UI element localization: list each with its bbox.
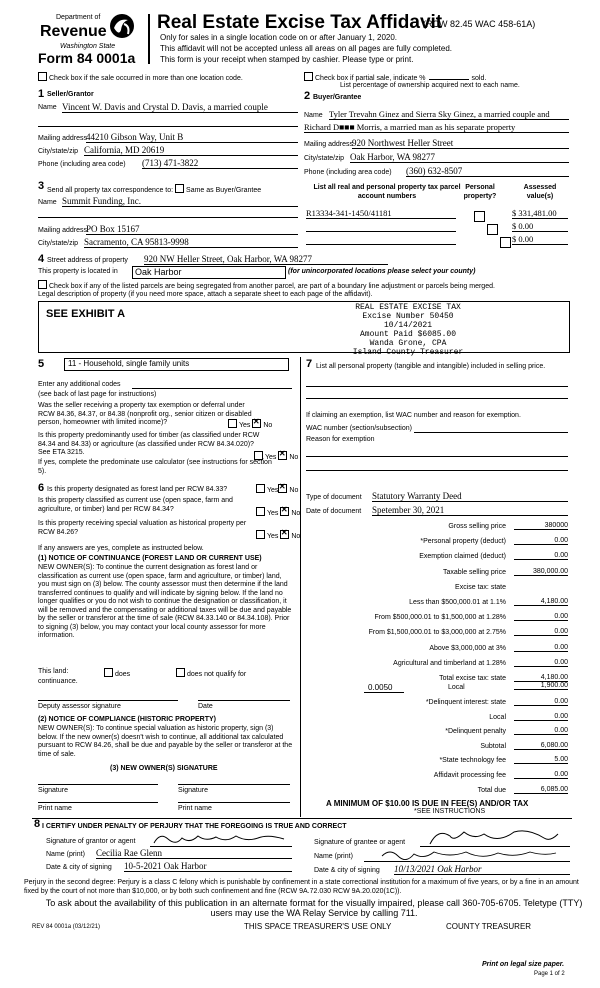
segregated-label: Check box if any of the listed parcels are being segregated from another parcel, are part of a boundary line adjustment or parcels being merged. [49, 283, 495, 290]
legal-description: SEE EXHIBIT A [46, 308, 126, 320]
this-land-label: This land: [38, 668, 69, 675]
no-checkbox[interactable] [278, 451, 287, 460]
tax-row-label: Subtotal [480, 742, 506, 750]
does-not-check[interactable] [176, 668, 246, 678]
timber-note: If yes, complete the predominate use calculator (see instructions for section 5). [38, 459, 272, 475]
partial-sale-check[interactable] [304, 72, 486, 82]
dept-line1: Department of [56, 14, 101, 21]
stamp-line2: Excise Number 50450 [362, 312, 454, 321]
wac-label: WAC number (section/subsection) [306, 425, 412, 432]
grantee-signature [424, 826, 564, 848]
tax-row-label: *State technology fee [439, 757, 506, 765]
deputy-sig-label: Deputy assessor signature [38, 703, 121, 710]
assessed-value-field[interactable]: $ 331,481.00 [512, 208, 568, 219]
grantor-signature [150, 830, 290, 848]
see-instructions: *SEE INSTRUCTIONS [414, 808, 486, 815]
seller-city-label: City/state/zip [38, 148, 79, 155]
multi-location-check[interactable] [38, 72, 243, 82]
treasurer-stamp [328, 303, 488, 357]
personal-property-header: Personal property? [463, 184, 497, 200]
personal-property-checkbox[interactable] [500, 237, 511, 248]
checkbox-icon[interactable] [38, 280, 47, 289]
corr-mail-label: Mailing address [38, 227, 88, 234]
located-note: (for unincorporated locations please select your county) [288, 268, 476, 275]
perjury-note: Perjury in the second degree: Perjury is a class C felony which is punishable by confinement in a state correctional institution for a maximum of five years, or by a fine in an amount fixed by the court of not more than $10,000, or by both such confinement and fine (RCW 9A.72.030 RCW 9A.20.020(1C)). [24, 879, 579, 895]
seller-city-field[interactable]: California, MD 20619 [84, 145, 298, 156]
section6-number: 6 [38, 482, 45, 494]
does-label: does [115, 671, 131, 678]
partial-list-note: List percentage of ownership acquired next to each name. [340, 82, 520, 89]
continuance-label: continuance. [38, 678, 78, 685]
no-label: No [289, 487, 299, 494]
use-code-select[interactable]: 11 - Household, single family units [64, 358, 289, 371]
corr-city-field[interactable]: Sacramento, CA 95813-9998 [84, 237, 298, 248]
new-owner-sig-label-1: Signature [38, 787, 68, 794]
legal-paper-note: Print on legal size paper. [482, 961, 565, 968]
tax-row-label: From $500,000.01 to $1,500,000 at 1.28% [374, 614, 506, 622]
alt-format-note: To ask about the availability of this publication in an alternate format for the visually impaired, please call 360-705-6705. Teletype (TTY) users may use the WA Relay Service by calling 711. [45, 898, 583, 918]
correspondence-heading-text: Send all property tax correspondence to: [47, 187, 174, 194]
no-label: No [263, 422, 273, 429]
tax-row-label: Total excise tax: state [439, 675, 506, 682]
current-use-yn [256, 507, 300, 517]
buyer-name-field-1[interactable]: Tyler Trevahn Ginez and Sierra Sky Ginez, a married couple and [329, 109, 569, 120]
reason-label: Reason for exemption [306, 436, 375, 443]
minimum-due-note: A MINIMUM OF $10.00 IS DUE IN FEE(S) AND/OR TAX [326, 799, 529, 808]
new-owner-sig-label-2: Signature [178, 787, 208, 794]
parcel-header: List all real and personal property tax parcel account numbers [313, 184, 461, 200]
tax-row-value[interactable]: 0.00 [514, 644, 568, 652]
parcel-account-field[interactable] [306, 234, 456, 245]
tax-row-value[interactable]: 0.00 [514, 771, 568, 779]
grantee-date-label: Date & city of signing [314, 867, 380, 874]
forest-question: Is this property designated as forest land per RCW 84.33? [47, 486, 228, 493]
tax-row-value[interactable]: 0.00 [514, 713, 568, 721]
no-checkbox[interactable] [280, 507, 289, 516]
grantor-sig-label: Signature of grantor or agent [46, 838, 136, 845]
parcel-account-field[interactable]: R13334-341-1450/41181 [306, 208, 456, 219]
notice3-title: (3) NEW OWNER(S) SIGNATURE [110, 765, 218, 772]
tax-row-value[interactable]: 4,180.00 [514, 598, 568, 606]
no-label: No [291, 533, 301, 540]
section1-number: 1 [38, 88, 45, 100]
current-use-question: Is this property classified as current use (open space, farm and agriculture, or timber) land per RCW 84.34? [38, 497, 233, 513]
local-label: Local [448, 684, 465, 691]
dept-line3: Washington State [60, 43, 116, 50]
section3-number: 3 [38, 180, 45, 192]
form-title: Real Estate Excise Tax Affidavit [157, 12, 443, 33]
notice2-title: (2) NOTICE OF COMPLIANCE (HISTORIC PROPERTY) [38, 716, 216, 723]
tax-row-label: Total due [477, 786, 506, 794]
doc-date-label: Date of document [306, 508, 362, 515]
exempt-yn [228, 419, 272, 429]
tax-row-value[interactable]: 0.00 [514, 727, 568, 735]
certify-heading: I CERTIFY UNDER PENALTY OF PERJURY THAT THE FOREGOING IS TRUE AND CORRECT [42, 823, 347, 830]
seller-phone-field[interactable]: (713) 471-3822 [142, 158, 298, 169]
yes-checkbox[interactable] [256, 507, 265, 516]
assessed-value-field[interactable]: $ 0.00 [512, 221, 568, 232]
assessed-value-header: Assessed value(s) [523, 184, 557, 200]
yes-label: Yes [239, 422, 251, 429]
grantee-name-label: Name (print) [314, 853, 353, 860]
timber-question: Is this property predominantly used for timber (as classified under RCW 84.34 and 84.33) or agriculture (as classified under RCW 84.34.020)? See ETA 3215. [38, 432, 260, 456]
grantor-date-label: Date & city of signing [46, 864, 112, 871]
grantee-printed-name-handwriting [380, 846, 560, 862]
located-label: This property is located in [38, 268, 118, 275]
yes-label: Yes [267, 510, 279, 517]
section2-number: 2 [304, 90, 311, 102]
stamp-line4: Amount Paid $6085.00 [359, 330, 456, 339]
yes-label: Yes [267, 533, 279, 540]
notice2-body: NEW OWNER(S): To continue special valuation as historic property, sign (3) below. If the new owner(s) doesn't wish to continue, all additional tax calculated pursuant to RCW 84.26, shall be due and payable by the seller or transferor at the time of sale. [38, 725, 293, 758]
historic-yn [256, 530, 300, 540]
treasurer-space-label: THIS SPACE TREASURER'S USE ONLY [244, 922, 392, 931]
partial-sold-label: sold. [471, 75, 487, 82]
dept-line2: Revenue [40, 23, 107, 40]
header-sub3: This form is your receipt when stamped by cashier. Please type or print. [160, 55, 414, 64]
if-yes-note: If any answers are yes, complete as instructed below. [38, 545, 204, 552]
stamp-line5: Wanda Grone, CPA [369, 339, 447, 348]
seller-heading: Seller/Grantor [47, 91, 94, 98]
tax-row-value[interactable]: 0.00 [514, 698, 568, 706]
stamp-line6: Island County Treasurer [352, 348, 464, 357]
tax-row-label: Taxable selling price [442, 568, 506, 576]
corr-mail-field[interactable]: PO Box 15167 [86, 224, 298, 235]
corr-city-label: City/state/zip [38, 240, 79, 247]
buyer-city-field[interactable]: Oak Harbor, WA 98277 [350, 152, 569, 163]
seller-phone-label: Phone (including area code) [38, 161, 126, 168]
checkbox-icon[interactable] [304, 72, 313, 81]
street-label: Street address of property [47, 257, 128, 264]
personal-property-heading: List all personal property (tangible and intangible) included in selling price. [316, 363, 546, 370]
segregated-check[interactable] [38, 280, 495, 290]
tax-row-value[interactable]: 0.00 [514, 628, 568, 636]
legal-label: Legal description of property (if you need more space, attach a separate sheet to each page of the affidavit). [38, 291, 373, 298]
tax-row-value[interactable]: 4,180.00 [514, 674, 568, 682]
rev-number: REV 84 0001a (03/12/21) [32, 924, 101, 930]
tax-row-label: *Delinquent interest: state [425, 699, 506, 706]
local-rate: 0.0050 [368, 683, 393, 692]
tax-row-label: Less than $500,000.01 at 1.1% [409, 599, 506, 606]
new-owner-print-label-2: Print name [178, 805, 212, 812]
tax-row-label: Excise tax: state [455, 583, 506, 591]
new-owner-print-label-1: Print name [38, 805, 72, 812]
corr-name-field[interactable]: Summit Funding, Inc. [62, 196, 298, 207]
checkbox-icon[interactable] [176, 668, 185, 677]
tax-row-label: Affidavit processing fee [433, 772, 506, 779]
local-value[interactable]: 1,900.00 [514, 682, 568, 690]
stamp-line1: REAL ESTATE EXCISE TAX [355, 303, 461, 312]
no-label: No [291, 510, 301, 517]
forest-yn [256, 484, 298, 494]
section7-number: 7 [306, 358, 313, 370]
grantee-date-field[interactable]: 10/13/2021 Oak Harbor [394, 864, 570, 875]
parcel-account-field[interactable] [306, 221, 456, 232]
personal-property-checkbox[interactable] [474, 211, 485, 222]
buyer-phone-field[interactable]: (360) 632-8507 [406, 166, 569, 177]
grantor-date-field[interactable]: 10-5-2021 Oak Harbor [124, 861, 292, 872]
checkbox-icon[interactable] [104, 668, 113, 677]
section4-number: 4 [38, 253, 45, 265]
section5-number: 5 [38, 358, 45, 370]
county-treasurer-label: COUNTY TREASURER [446, 922, 532, 931]
doc-type-label: Type of document [306, 494, 362, 501]
corr-name-label: Name [38, 199, 57, 206]
deputy-date-label: Date [198, 703, 213, 710]
checkbox-icon[interactable] [175, 184, 184, 193]
exempt-question: Was the seller receiving a property tax exemption or deferral under RCW 84.36, 84.37, or 84.38 (nonprofit org., senior citizen or disabled person, homeowner with limited income)? [38, 402, 252, 426]
tax-row-label: From $1,500,000.01 to $3,000,000 at 2.75% [368, 629, 506, 637]
location-select[interactable]: Oak Harbor [132, 266, 286, 279]
no-checkbox[interactable] [278, 484, 287, 493]
yes-checkbox[interactable] [228, 419, 237, 428]
yes-label: Yes [265, 454, 277, 461]
tax-row-value[interactable]: 0.00 [514, 537, 568, 545]
additional-codes-label: Enter any additional codes [38, 381, 121, 388]
tax-row-value[interactable]: 6,085.00 [514, 786, 568, 794]
section8-number: 8 [34, 818, 41, 830]
no-checkbox[interactable] [280, 530, 289, 539]
seller-name-label: Name [38, 104, 57, 111]
tax-row-label: Gross selling price [448, 523, 506, 530]
buyer-phone-label: Phone (including area code) [304, 169, 392, 176]
grantee-sig-label: Signature of grantee or agent [314, 839, 406, 846]
personal-property-checkbox[interactable] [487, 224, 498, 235]
buyer-heading: Buyer/Grantee [313, 94, 362, 101]
tax-row-label: Local [489, 713, 506, 721]
yes-label: Yes [267, 487, 279, 494]
yes-checkbox[interactable] [256, 484, 265, 493]
notice1-title: (1) NOTICE OF CONTINUANCE (FOREST LAND OR CURRENT USE) [38, 555, 262, 562]
tax-row-value[interactable]: 0.00 [514, 613, 568, 621]
tax-row-label: *Personal property (deduct) [420, 538, 506, 546]
seller-mail-field[interactable]: 44210 Gibson Way, Unit B [86, 132, 298, 143]
tax-row-value[interactable]: 0.00 [514, 552, 568, 560]
tax-row-value[interactable]: 5.00 [514, 756, 568, 764]
checkbox-icon[interactable] [38, 72, 47, 81]
historic-question: Is this property receiving special valuation as historical property per RCW 84.26? [38, 520, 247, 536]
grantor-name-field[interactable]: Cecilia Rae Glenn [96, 848, 292, 859]
yes-checkbox[interactable] [256, 530, 265, 539]
buyer-city-label: City/state/zip [304, 155, 345, 162]
form-title-ref: (RCW 82.45 WAC 458-61A) [423, 19, 536, 29]
seller-name-field[interactable]: Vincent W. Davis and Crystal D. Davis, a married couple [62, 102, 298, 113]
multi-location-label: Check box if the sale occurred in more than one location code. [49, 75, 243, 82]
tax-row-label: Agricultural and timberland at 1.28% [393, 659, 506, 667]
tax-row-value[interactable]: 0.00 [514, 659, 568, 667]
tax-row-value[interactable]: 380,000.00 [514, 568, 568, 576]
doc-date-field[interactable]: Spetember 30, 2021 [372, 505, 568, 516]
tax-row-label: Above $3,000,000 at 3% [429, 644, 506, 652]
form-number: Form 84 0001a [38, 50, 136, 66]
correspondence-heading [47, 184, 261, 194]
tax-row-label: *Delinquent penalty [445, 728, 506, 736]
buyer-mail-label: Mailing address [304, 141, 354, 148]
does-check[interactable] [104, 668, 130, 678]
header-sub1: Only for sales in a single location code on or after January 1, 2020. [160, 33, 398, 42]
seller-mail-label: Mailing address [38, 135, 88, 142]
does-not-label: does not qualify for [187, 671, 247, 678]
same-as-buyer-label: Same as Buyer/Grantee [186, 187, 262, 194]
buyer-mail-field[interactable]: 920 Northwest Heller Street [352, 138, 569, 149]
assessed-value-field[interactable]: $ 0.00 [512, 234, 568, 245]
buyer-name-label: Name [304, 112, 323, 119]
notice1-body: NEW OWNER(S): To continue the current designation as forest land or classification as current use (open space, farm and agriculture, or timber) land, you must sign on (3) below. The county assessor must then determine if the land transferred continues to qualify and will indicate by signing below. If the land no longer qualifies or you do not wish to continue the designation or classification, it will be removed and the compensating or additional taxes will be due and payable by the seller or transferor at the time of sale (RCW 84.33.140 or 84.34.108). Prior to signing (3) below, you may contact your local county assessor for more information. [38, 564, 292, 639]
doc-type-field[interactable]: Statutory Warranty Deed [372, 491, 568, 502]
see-back-note: (see back of last page for instructions) [38, 391, 157, 398]
dor-swirl-icon [108, 12, 136, 40]
partial-sale-label: Check box if partial sale, indicate % [315, 75, 426, 82]
no-checkbox[interactable] [252, 419, 261, 428]
tax-row-label: Exemption claimed (deduct) [419, 553, 506, 561]
street-field[interactable]: 920 NW Heller Street, Oak Harbor, WA 98277 [144, 254, 388, 265]
buyer-name-field-2[interactable]: Richard D■■■ Morris, a married man as his separate property [304, 122, 569, 133]
grantor-name-label: Name (print) [46, 851, 85, 858]
page-number: Page 1 of 2 [534, 971, 565, 977]
tax-row-value[interactable]: 380000 [514, 522, 568, 530]
tax-row-value[interactable]: 6,080.00 [514, 742, 568, 750]
header-sub2: This affidavit will not be accepted unless all areas on all pages are fully completed. [160, 44, 453, 53]
stamp-line3: 10/14/2021 [383, 321, 432, 330]
no-label: No [289, 454, 299, 461]
exemption-note: If claiming an exemption, list WAC number and reason for exemption. [306, 412, 521, 419]
